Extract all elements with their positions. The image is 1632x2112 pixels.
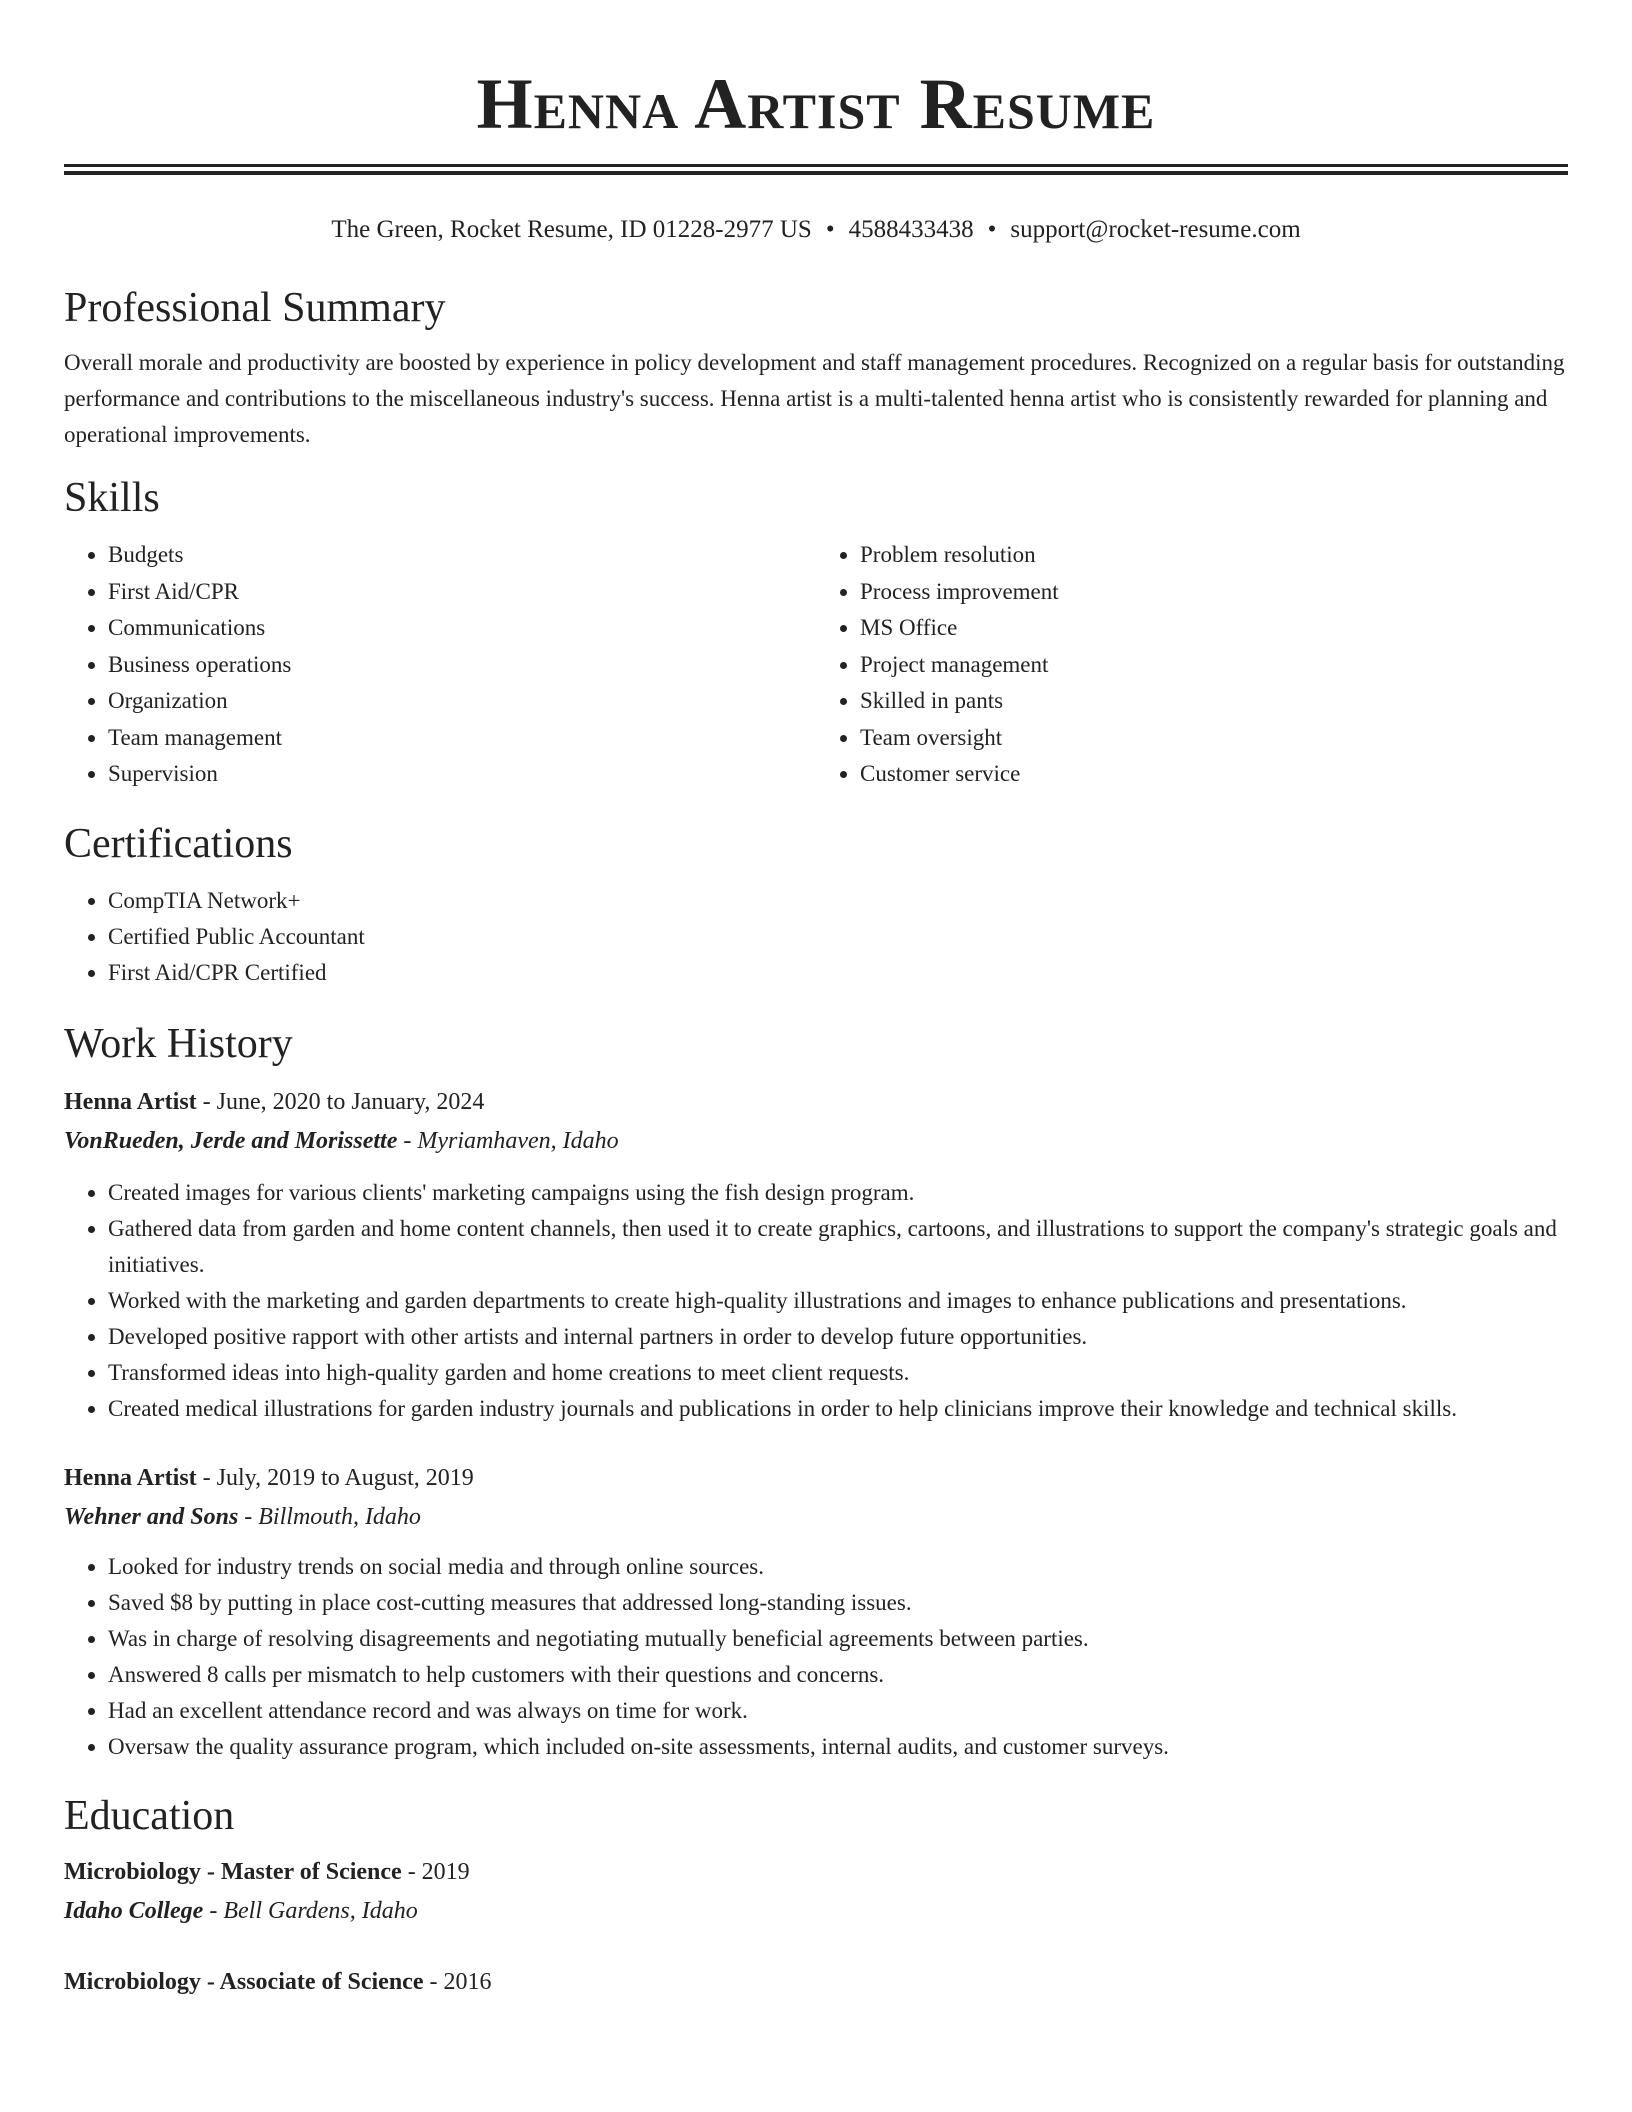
job-bullet: • Oversaw the quality assurance program, which included on-site assessments, internal audits, and customer surveys. — [108, 1729, 1568, 1765]
education-entry — [64, 1963, 1568, 2001]
education-school: Idaho College — [64, 1897, 204, 1924]
education-location: - Bell Gardens, Idaho — [203, 1897, 418, 1924]
education-entry — [64, 1853, 1568, 1931]
contact-address: The Green, Rocket Resume, ID 01228-2977 US — [331, 216, 812, 243]
job-bullet: • Created medical illustrations for garden industry journals and publications in order to help clinicians improve their knowledge and technical skills. — [108, 1391, 1568, 1427]
education-degree-line — [64, 1963, 1568, 2001]
education-degree: Microbiology - Master of Science — [64, 1858, 402, 1885]
job-bullet: • Saved $8 by putting in place cost-cutting measures that addressed long-standing issues. — [108, 1585, 1568, 1621]
skill-item: • Team oversight — [860, 720, 1568, 757]
contact-email: support@rocket-resume.com — [1010, 216, 1301, 243]
job-bullet: • Worked with the marketing and garden departments to create high-quality illustrations and images to enhance publications and presentations. — [108, 1283, 1568, 1319]
summary-heading: Professional Summary — [64, 285, 446, 331]
job-dates: - June, 2020 to January, 2024 — [196, 1088, 485, 1115]
job-entry — [64, 1459, 1568, 1765]
contact-separator: • — [987, 216, 997, 243]
job-bullet: • Transformed ideas into high-quality garden and home creations to meet client requests. — [108, 1355, 1568, 1391]
education-year: - 2019 — [401, 1858, 470, 1885]
skill-item: • Business operations — [108, 647, 816, 684]
skill-item: • MS Office — [860, 610, 1568, 647]
title-double-rule — [64, 164, 1568, 175]
skill-item: • Skilled in pants — [860, 683, 1568, 720]
certifications-list — [64, 883, 1568, 991]
certification-item: • CompTIA Network+ — [108, 883, 1568, 919]
skills-list — [64, 537, 1568, 793]
job-title: Henna Artist — [64, 1088, 197, 1115]
skill-item: • Customer service — [860, 756, 1568, 793]
skill-item: • Process improvement — [860, 574, 1568, 611]
job-bullet: • Looked for industry trends on social media and through online sources. — [108, 1549, 1568, 1585]
job-company: VonRueden, Jerde and Morissette — [64, 1127, 398, 1154]
resume-title: Henna Artist Resume — [476, 64, 1156, 144]
skill-item: • Project management — [860, 647, 1568, 684]
education-school-line — [64, 1891, 1568, 1931]
skill-item: • Communications — [108, 610, 816, 647]
job-dates: - July, 2019 to August, 2019 — [196, 1464, 474, 1491]
certification-item: • Certified Public Accountant — [108, 919, 1568, 955]
contact-phone: 4588433438 — [848, 216, 974, 243]
job-title-line — [64, 1459, 1568, 1497]
education-heading: Education — [64, 1792, 235, 1839]
contact-line — [64, 215, 1568, 245]
education-year: - 2016 — [423, 1968, 492, 1995]
summary-text: Overall morale and productivity are boosted by experience in policy development and staff management procedures. Recognized on a regular basis for outstanding performance and contributions to the miscellaneous industry's success. Henna artist is a multi-talented henna artist who is consistently rewarded for planning and operational improvements. — [64, 350, 1565, 447]
job-company: Wehner and Sons — [64, 1503, 239, 1530]
job-title-line — [64, 1083, 1568, 1121]
job-bullet: • Gathered data from garden and home content channels, then used it to create graphics, cartoons, and illustrations to support the company's strategic goals and initiatives. — [108, 1211, 1568, 1283]
skill-item: • Problem resolution — [860, 537, 1568, 574]
skill-item: • Organization — [108, 683, 816, 720]
skill-item: • Budgets — [108, 537, 816, 574]
skills-heading: Skills — [64, 475, 160, 521]
job-location: - Myriamhaven, Idaho — [397, 1127, 619, 1154]
skill-item: • First Aid/CPR — [108, 574, 816, 611]
job-location: - Billmouth, Idaho — [238, 1503, 421, 1530]
work-history-heading: Work History — [64, 1020, 293, 1067]
certifications-heading: Certifications — [64, 820, 293, 867]
job-company-line — [64, 1121, 1568, 1161]
skills-column-left — [64, 537, 816, 793]
job-bullets — [64, 1175, 1568, 1427]
job-bullet: • Developed positive rapport with other artists and internal partners in order to develop future opportunities. — [108, 1319, 1568, 1355]
job-bullet: • Answered 8 calls per mismatch to help customers with their questions and concerns. — [108, 1657, 1568, 1693]
education-degree: Microbiology - Associate of Science — [64, 1968, 424, 1995]
job-bullet: • Was in charge of resolving disagreements and negotiating mutually beneficial agreements between parties. — [108, 1621, 1568, 1657]
job-bullet: • Had an excellent attendance record and was always on time for work. — [108, 1693, 1568, 1729]
skill-item: • Supervision — [108, 756, 816, 793]
skills-column-right — [816, 537, 1568, 793]
contact-separator: • — [825, 216, 835, 243]
job-bullet: • Created images for various clients' marketing campaigns using the fish design program. — [108, 1175, 1568, 1211]
job-entry — [64, 1083, 1568, 1427]
education-degree-line — [64, 1853, 1568, 1891]
job-bullets — [64, 1549, 1568, 1765]
skill-item: • Team management — [108, 720, 816, 757]
certification-item: • First Aid/CPR Certified — [108, 955, 1568, 991]
job-title: Henna Artist — [64, 1464, 197, 1491]
job-company-line — [64, 1497, 1568, 1537]
